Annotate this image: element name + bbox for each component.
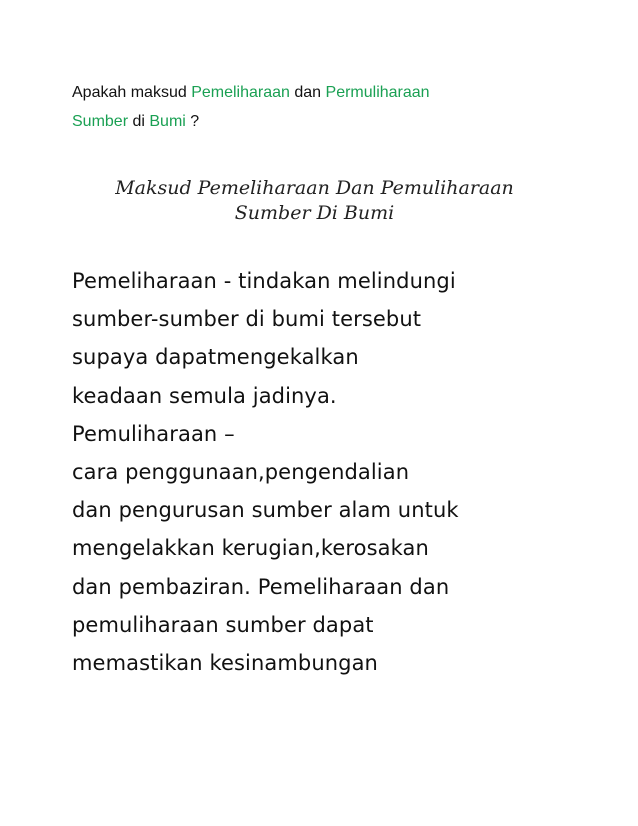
body-paragraph bbox=[72, 262, 592, 682]
question-part: dan bbox=[289, 84, 326, 101]
body-line: Pemuliharaan – bbox=[72, 421, 235, 446]
body-line: dan pembaziran. Pemeliharaan dan bbox=[72, 574, 450, 599]
question-part: di bbox=[128, 113, 150, 130]
body-line: keadaan semula jadinya. bbox=[72, 383, 337, 408]
body-line: pemuliharaan sumber dapat bbox=[72, 612, 374, 637]
body-line: dan pengurusan sumber alam untuk bbox=[72, 498, 459, 523]
keyword-pemeliharaan: Pemeliharaan bbox=[191, 84, 290, 101]
body-line: supaya dapatmengekalkan bbox=[72, 345, 359, 370]
keyword-permuliharaan: Permuliharaan bbox=[325, 84, 430, 101]
heading-line-1: Maksud Pemeliharaan Dan Pemuliharaan bbox=[115, 177, 514, 199]
body-line: Pemeliharaan - tindakan melindungi bbox=[72, 269, 456, 293]
section-heading bbox=[72, 176, 557, 226]
body-line: cara penggunaan,pengendalian bbox=[72, 460, 410, 485]
body-line: mengelakkan kerugian,kerosakan bbox=[72, 536, 429, 561]
question-part: Apakah maksud bbox=[72, 84, 192, 101]
question-text bbox=[72, 78, 552, 136]
heading-line-2: Sumber Di Bumi bbox=[234, 202, 395, 224]
question-part: ? bbox=[185, 113, 200, 130]
body-line: memastikan kesinambungan bbox=[72, 651, 378, 676]
keyword-sumber: Sumber bbox=[72, 113, 129, 130]
keyword-bumi: Bumi bbox=[149, 113, 186, 130]
body-line: sumber-sumber di bumi tersebut bbox=[72, 307, 422, 332]
